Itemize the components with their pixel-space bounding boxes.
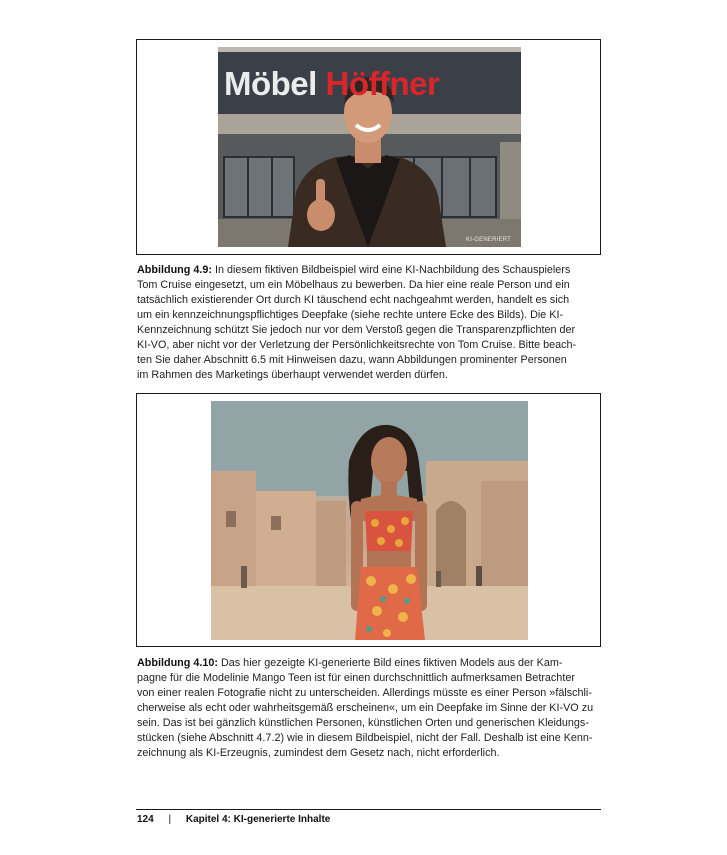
caption-text: In diesem fiktiven Bildbeispiel wird eine KI-Nachbildung des Schauspielers: [214, 264, 571, 276]
page-number: 124: [137, 814, 154, 825]
caption-line: stücken (siehe Abschnitt 4.7.2) wie in diesem Bildbeispiel, nicht der Fall. Deshalb ist eine Kenn-: [137, 732, 593, 744]
caption-line: um ein kennzeichnungspflichtiges Deepfake (siehe rechte untere Ecke des Bilds). Die KI-: [137, 309, 564, 321]
caption-line: sein. Das ist bei gänzlich künstlichen Personen, künstlichen Orten und generischen Kleidungs-: [137, 717, 589, 729]
sign-text: [224, 65, 439, 102]
caption-label: Abbildung 4.10:: [137, 657, 218, 669]
model-in-town-illustration: [211, 401, 528, 640]
caption-line: [137, 263, 600, 278]
footer-separator: |: [168, 814, 172, 825]
caption-line: Kennzeichnung schützt Sie jedoch nur vor dem Verstoß gegen die Transparenzpflichten der: [137, 324, 576, 336]
caption-line: [137, 656, 600, 671]
figure-4-9-caption: [137, 263, 600, 383]
caption-line: pagne für die Modelinie Mango Teen ist für einen durchschnittlich aufmerksamen Betrachter: [137, 672, 575, 684]
page-footer: [137, 814, 330, 825]
caption-label: Abbildung 4.9:: [137, 264, 212, 276]
caption-line: zeichnung als KI-Erzeugnis, zumindest dem Gesetz nach, nicht erforderlich.: [137, 747, 500, 759]
caption-line: ten Sie daher Abschnitt 6.5 mit Hinweisen dazu, wann Abbildungen prominenter Personen: [137, 354, 567, 366]
caption-text: Das hier gezeigte KI-generierte Bild eines fiktiven Models aus der Kam-: [220, 657, 563, 669]
figure-4-9-photo: [218, 47, 521, 247]
caption-line: im Rahmen des Marketings überhaupt verwendet werden dürfen.: [137, 369, 448, 381]
figure-4-10-frame: [136, 393, 601, 647]
sign-word-hoeffner: Höffner: [325, 65, 440, 102]
store-sign-logo: [224, 65, 439, 103]
chapter-title: Kapitel 4: KI-generierte Inhalte: [185, 814, 331, 825]
caption-line: Tom Cruise eingesetzt, um ein Möbelhaus zu bewerben. Da hier eine reale Person und ein: [137, 279, 570, 291]
ki-generiert-watermark: KI-GENERIERT: [466, 237, 511, 243]
figure-4-10-photo: [211, 401, 528, 640]
caption-line: von einer realen Fotografie nicht zu unterscheiden. Allerdings müsste es einer Person »fälschli-: [137, 687, 592, 699]
figure-4-9-frame: [136, 39, 601, 255]
caption-line: cherweise als echt oder wahrheitsgemäß erscheinen«, um ein Deepfake im Sinne der KI-VO zu: [137, 702, 594, 714]
figure-4-10-caption: [137, 656, 600, 761]
caption-line: tatsächlich existierender Ort durch KI täuschend echt nachgeahmt werden, handelt es sich: [137, 294, 570, 306]
footer-rule: [136, 809, 601, 810]
sign-word-moebel: Möbel: [224, 65, 326, 102]
caption-line: KI-VO, aber nicht vor der Verletzung der Persönlichkeitsrechte von Tom Cruise. Bitte beach-: [137, 339, 577, 351]
